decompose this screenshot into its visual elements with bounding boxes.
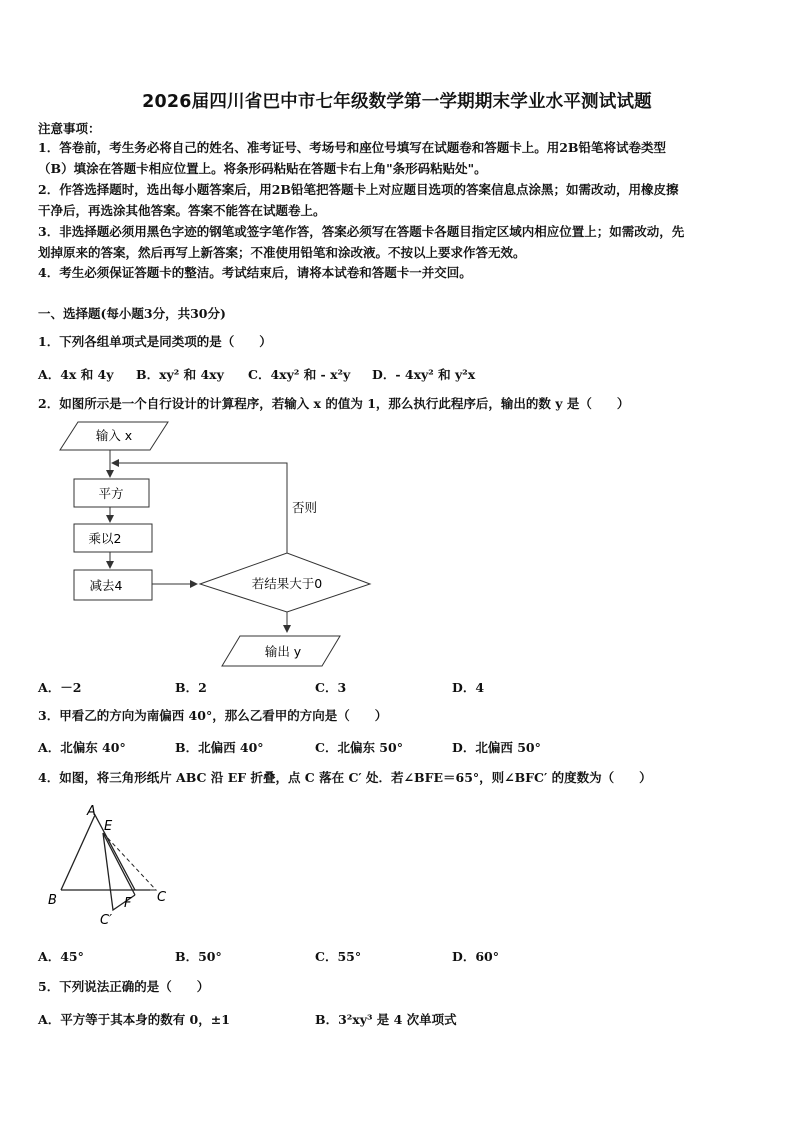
option-d: D．北偏西 50° (452, 740, 541, 755)
notice-line: 2．作答选择题时，选出每小题答案后，用2B铅笔把答题卡上对应题目选项的答案信息点涂黑；如需改动，用橡皮擦 (38, 182, 679, 197)
label-b: B (48, 893, 57, 908)
option-a: A．北偏东 40° (38, 740, 126, 755)
notice-line: （B）填涂在答题卡相应位置上。将条形码粘贴在答题卡右上角"条形码粘贴处"。 (38, 161, 487, 176)
fold-line-ef (103, 833, 135, 895)
option-b: B．xy² 和 4xy (136, 367, 224, 382)
option-b: B．北偏西 40° (175, 740, 264, 755)
notice-line: 划掉原来的答案，然后再写上新答案；不准使用铅笔和涂改液。不按以上要求作答无效。 (38, 245, 526, 260)
subtract-label: 减去4 (89, 578, 123, 593)
option-c: C．3 (315, 680, 347, 695)
question-2-stem: 2．如图所示是一个自行设计的计算程序，若输入 x 的值为 1，那么执行此程序后，输出的数 y 是（ ） (38, 396, 630, 411)
option-a: A．4x 和 4y (38, 367, 114, 382)
label-c: C (157, 890, 167, 905)
option-c: C．55° (315, 949, 362, 964)
label-f: F (124, 896, 132, 911)
option-a: A．45° (38, 949, 84, 964)
triangle-side (61, 815, 135, 890)
original-side-dashed (103, 833, 156, 890)
section-heading: 一、选择题(每小题3分，共30分) (38, 306, 226, 321)
notice-line: 4．考生必须保证答题卡的整洁。考试结束后，请将本试卷和答题卡一并交回。 (38, 265, 472, 280)
option-b: B．2 (175, 680, 207, 695)
question-5-stem: 5．下列说法正确的是（ ） (38, 979, 210, 994)
option-d: D．60° (452, 949, 499, 964)
label-e: E (104, 819, 113, 834)
label-a: A (87, 804, 96, 819)
output-label: 输出 y (264, 644, 302, 659)
option-c: C．北偏东 50° (315, 740, 403, 755)
option-d: D．- 4xy² 和 y²x (372, 367, 476, 382)
condition-label: 若结果大于0 (251, 576, 323, 591)
input-label: 输入 x (95, 428, 133, 443)
question-1-stem: 1．下列各组单项式是同类项的是（ ） (38, 334, 272, 349)
notice-line: 1．答卷前，考生务必将自己的姓名、准考证号、考场号和座位号填写在试题卷和答题卡上。用2B铅笔将试卷类型 (38, 140, 666, 155)
multiply-label: 乘以2 (88, 531, 122, 546)
question-4-stem: 4．如图，将三角形纸片 ABC 沿 EF 折叠，点 C 落在 C′ 处．若∠BFE＝65°，则∠BFC′ 的度数为（ ） (38, 770, 652, 785)
notice-heading: 注意事项： (38, 121, 101, 136)
notice-line: 干净后，再选涂其他答案。答案不能答在试题卷上。 (38, 203, 326, 218)
option-a: A．－2 (38, 680, 82, 695)
no-label: 否则 (292, 500, 318, 515)
square-label: 平方 (98, 486, 124, 501)
loop-line (112, 463, 287, 553)
label-c-prime: C′ (100, 913, 113, 928)
option-b: B．50° (175, 949, 222, 964)
option-b: B．3²xy³ 是 4 次单项式 (315, 1012, 457, 1027)
question-3-stem: 3．甲看乙的方向为南偏西 40°，那么乙看甲的方向是（ ） (38, 708, 388, 723)
option-d: D．4 (452, 680, 485, 695)
notice-line: 3．非选择题必须用黑色字迹的钢笔或签字笔作答，答案必须写在答题卡各题目指定区域内相应位置上；如需改动，先 (38, 224, 685, 239)
option-a: A．平方等于其本身的数有 0，±1 (38, 1012, 230, 1027)
option-c: C．4xy² 和 - x²y (248, 367, 351, 382)
page-title: 2026届四川省巴中市七年级数学第一学期期末学业水平测试试题 (142, 92, 652, 112)
